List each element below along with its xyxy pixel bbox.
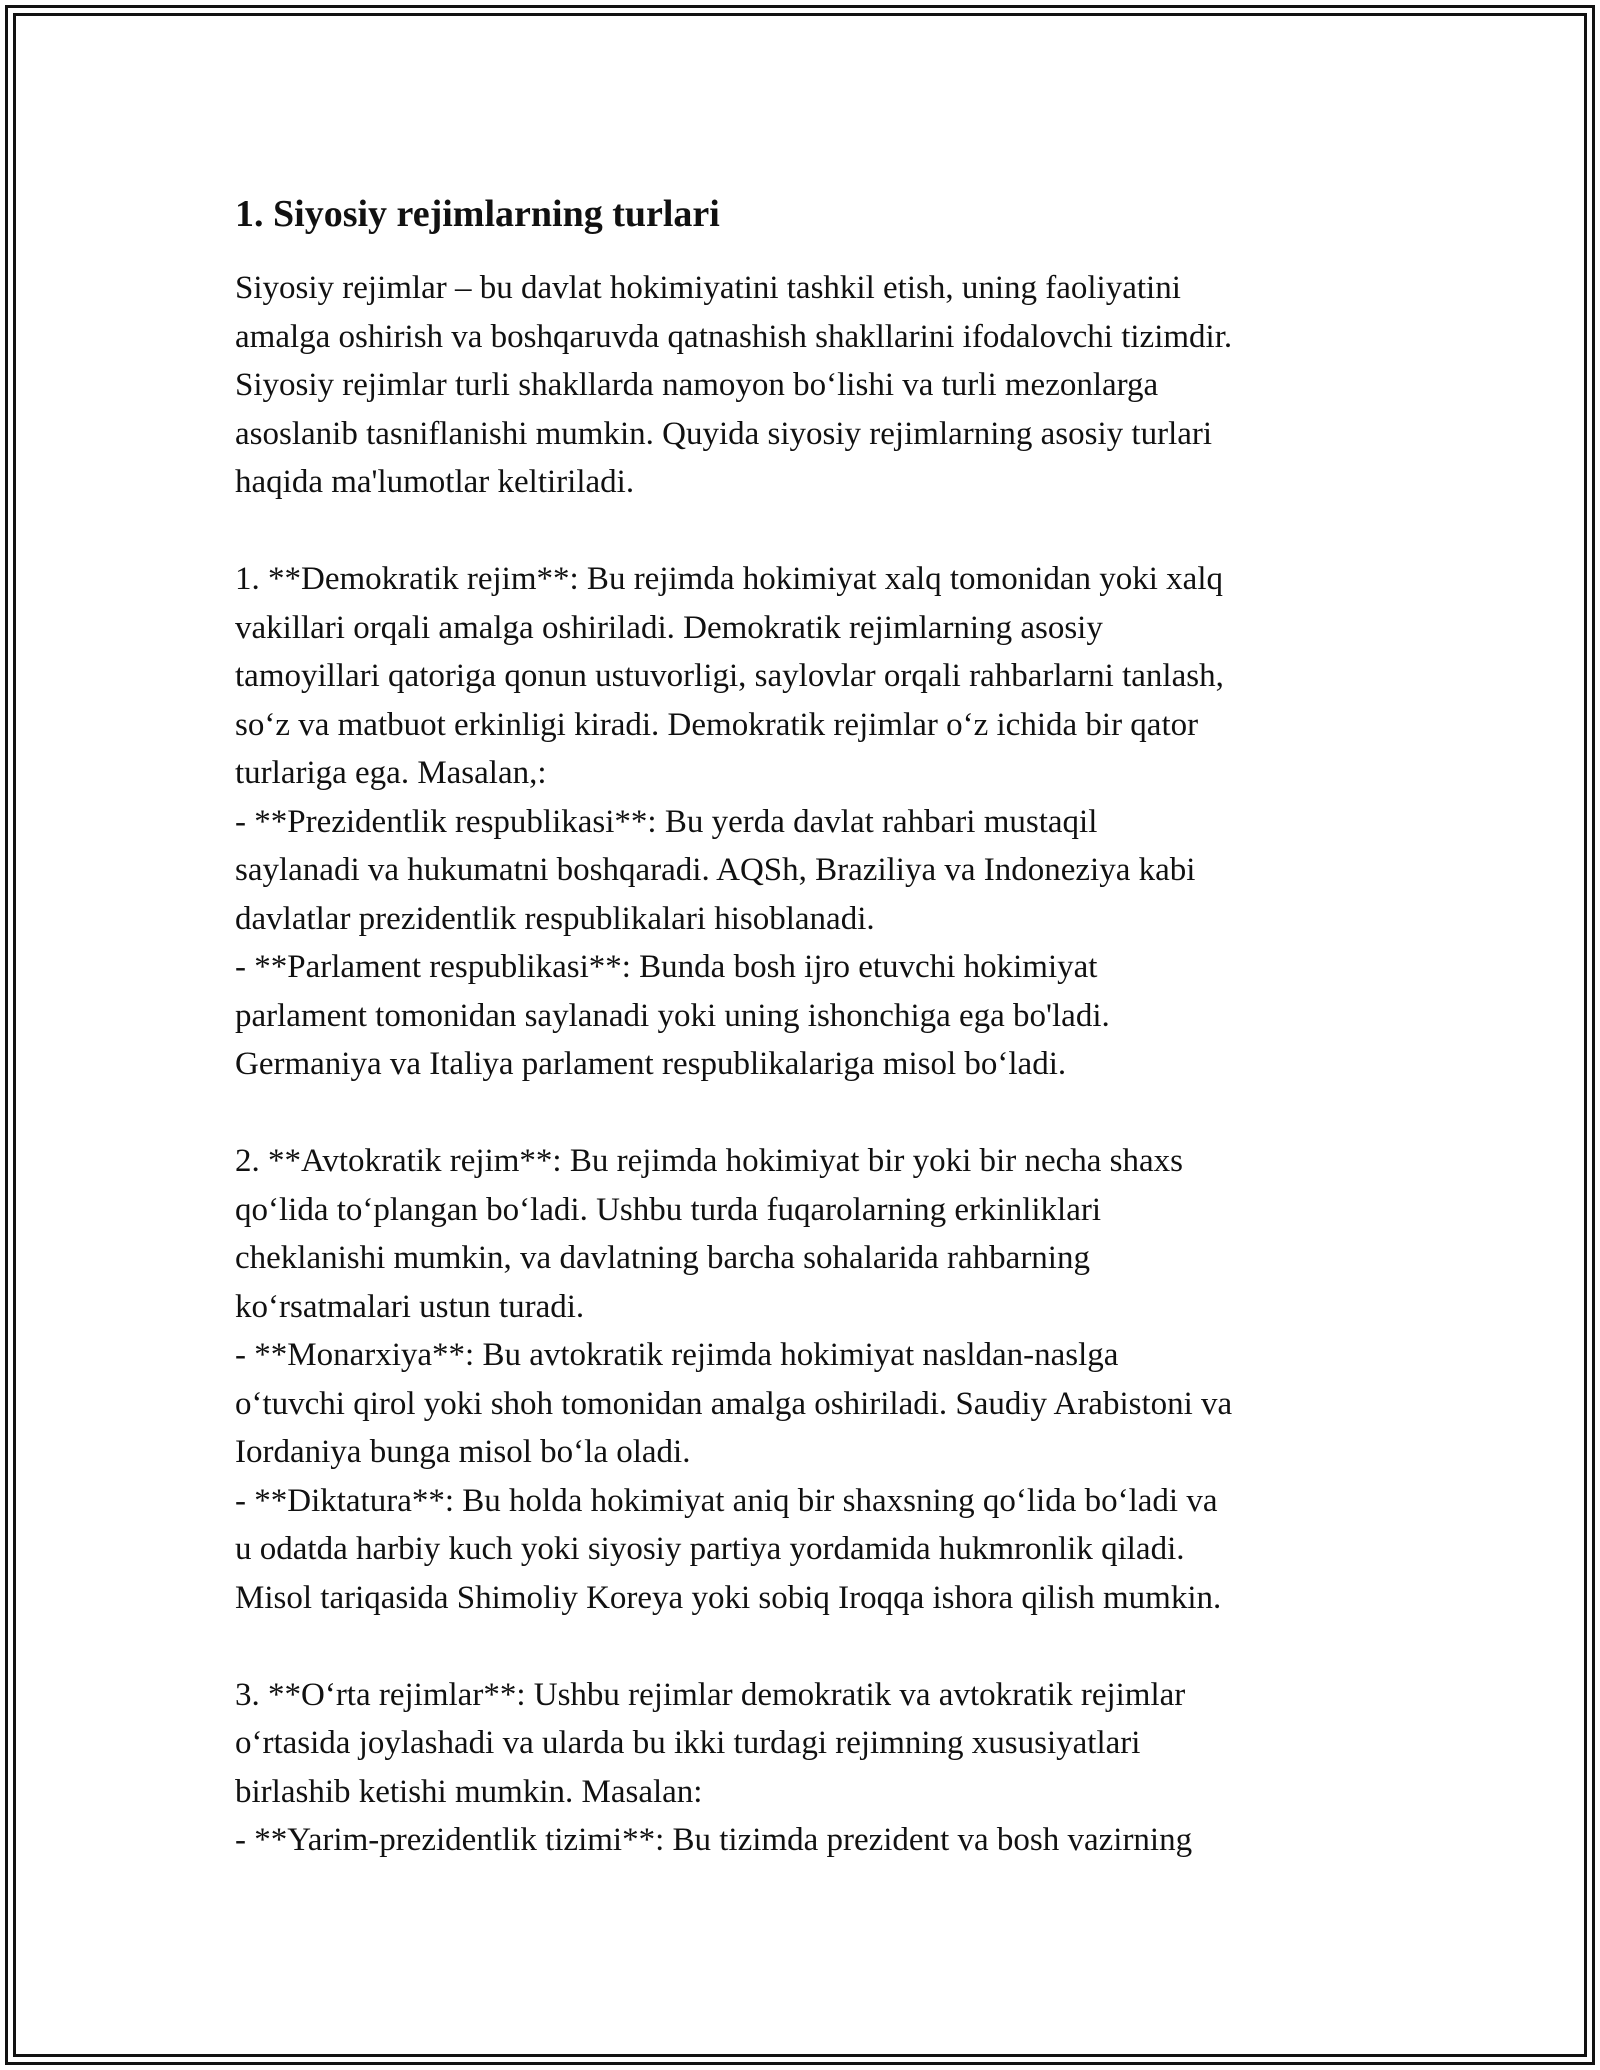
section-2-main: 2. **Avtokratik rejim**: Bu rejimda hokimiyat bir yoki bir necha shaxs qo‘lida to‘plangan bo‘ladi. Ushbu turda fuqarolarning erkinliklari cheklanishi mumkin, va davlatning barcha sohalarida rahbarning ko‘rsatmalari ustun turadi. bbox=[235, 1143, 1183, 1325]
paragraph-gap bbox=[235, 1622, 1365, 1671]
section-2-subitem-dictatorship: - **Diktatura**: Bu holda hokimiyat aniq bir shaxsning qo‘lida bo‘ladi va u odatda harbiy kuch yoki siyosiy partiya yordamida hukmronlik qiladi. Misol tariqasida Shimoliy Koreya yoki sobiq Iroqqa ishora qilish mumkin. bbox=[235, 1482, 1222, 1616]
section-1-subitem-presidential: - **Prezidentlik respublikasi**: Bu yerda davlat rahbari mustaqil saylanadi va hukumatni boshqaradi. AQSh, Braziliya va Indoneziya kabi davlatlar prezidentlik respublikalari hisoblanadi. bbox=[235, 803, 1196, 937]
paragraph-gap bbox=[235, 507, 1365, 556]
section-3-main: 3. **O‘rta rejimlar**: Ushbu rejimlar demokratik va avtokratik rejimlar o‘rtasida joylashadi va ularda bu ikki turdagi rejimning xususiyatlari birlashib ketishi mumkin. Masalan: bbox=[235, 1676, 1186, 1810]
document-body bbox=[235, 186, 1365, 1865]
section-2-subitem-monarchy: - **Monarxiya**: Bu avtokratik rejimda hokimiyat nasldan-naslga o‘tuvchi qirol yoki shoh tomonidan amalga oshiriladi. Saudiy Arabistoni va Iordaniya bunga misol bo‘la oladi. bbox=[235, 1337, 1233, 1470]
section-3-subitem-semi-presidential: - **Yarim-prezidentlik tizimi**: Bu tizimda prezident va bosh vazirning bbox=[235, 1822, 1193, 1858]
section-heading: 1. Siyosiy rejimlarning turlari bbox=[235, 193, 720, 235]
intro-paragraph: Siyosiy rejimlar – bu davlat hokimiyatini tashkil etish, uning faoliyatini amalga oshirish va boshqaruvda qatnashish shakllarini ifodalovchi tizimdir. Siyosiy rejimlar turli shakllarda namoyon bo‘lishi va turli mezonlarga asoslanib tasniflanishi mumkin. Quyida siyosiy rejimlarning asosiy turlari haqida ma'lumotlar keltiriladi. bbox=[235, 270, 1233, 500]
section-1-subitem-parliamentary: - **Parlament respublikasi**: Bunda bosh ijro etuvchi hokimiyat parlament tomonidan saylanadi yoki uning ishonchiga ega bo'ladi. Germaniya va Italiya parlament respublikalariga misol bo‘ladi. bbox=[235, 949, 1110, 1082]
paragraph-gap bbox=[235, 1089, 1365, 1138]
section-1-main: 1. **Demokratik rejim**: Bu rejimda hokimiyat xalq tomonidan yoki xalq vakillari orqali amalga oshiriladi. Demokratik rejimlarning asosiy tamoyillari qatoriga qonun ustuvorligi, saylovlar orqali rahbarlarni tanlash, so‘z va matbuot erkinligi kiradi. Demokratik rejimlar o‘z ichida bir qator turlariga ega. Masalan,: bbox=[235, 561, 1224, 791]
